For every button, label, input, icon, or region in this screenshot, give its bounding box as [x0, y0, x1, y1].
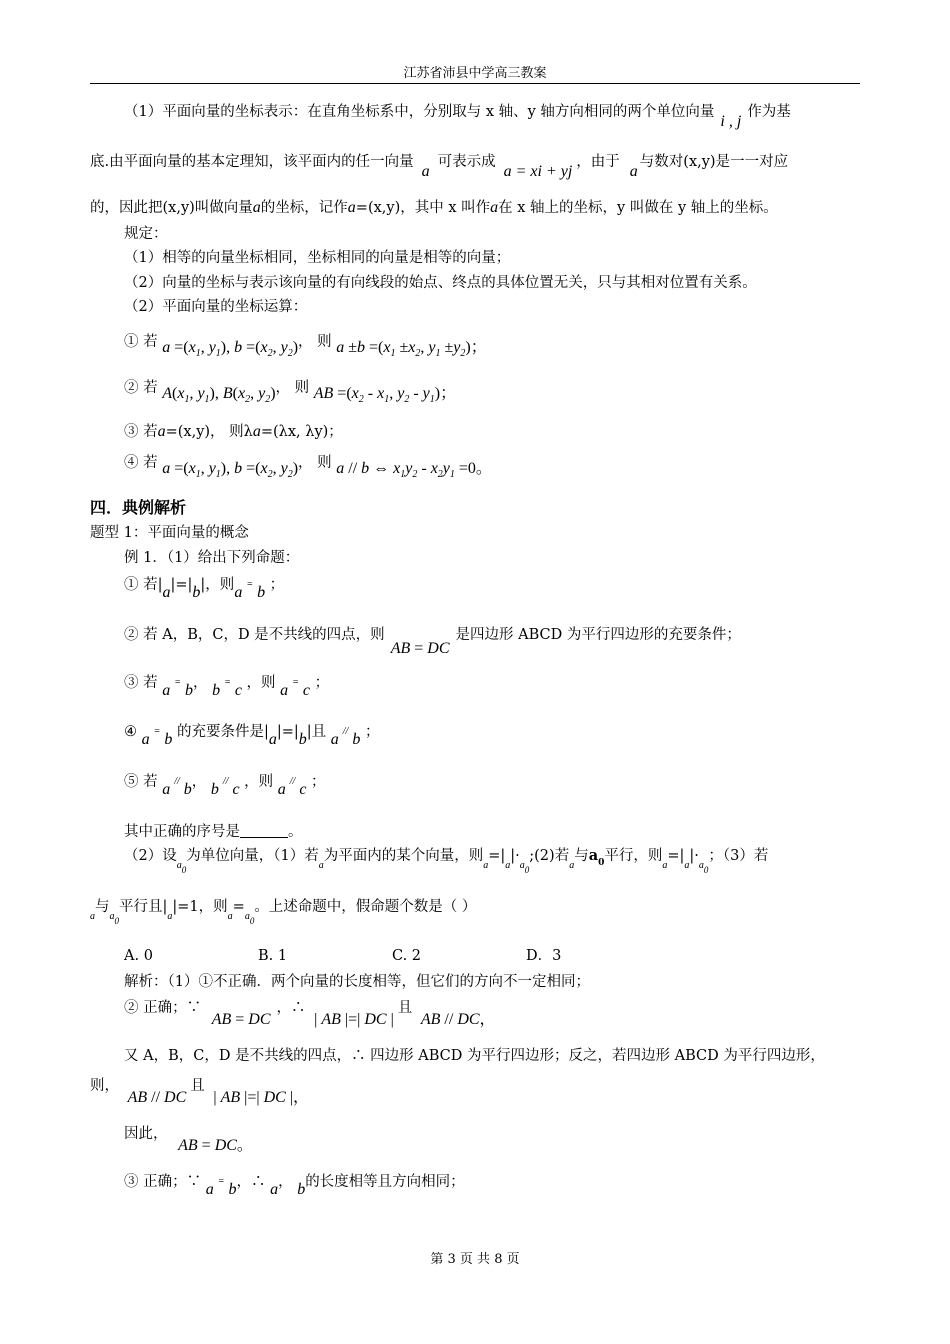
- text: =(x,y)， 则λ: [165, 424, 253, 440]
- formula-vector-a: a: [629, 163, 638, 180]
- text: |且: [306, 724, 327, 740]
- formula-AB-eq-DC: AB = DC。: [178, 1137, 253, 1154]
- text: ，∴: [276, 1000, 306, 1016]
- text: 的长度相等且方向相同；: [305, 1174, 465, 1190]
- text: 与: [574, 848, 589, 864]
- text: 且: [397, 1000, 413, 1016]
- formula-a0: a0: [176, 860, 187, 875]
- formula-a-plusminus-b: $a \pm b =(x_1 \pm x_2$, $y_1 \pm y_2$)；: [336, 339, 487, 359]
- statement-1: ① 若|a|=|b|，则a = b ；: [124, 577, 285, 601]
- choice-d: D．3: [526, 948, 562, 964]
- formula-parallel-condition: a // b ⇔ $x_1y_2 - x_2y_1 =0$。: [336, 460, 492, 480]
- formula-a-abs-a0: a: [483, 860, 489, 871]
- formula-a: a: [90, 911, 95, 922]
- solution-line-1: 解析：（1）①不正确．两个向量的长度相等，但它们的方向不一定相同；: [124, 974, 590, 990]
- text: 为单位向量，（1）若: [186, 848, 319, 864]
- choice-c: C. 2: [392, 948, 422, 964]
- text: ；（3）若: [708, 848, 769, 864]
- question-2-line-1: （2）设$_{a0}$为单位向量，（1）若$_a$为平面内的某个向量，则$_a=|_a|\cdot_{a0};(2)$若$_a$与$a_0$平行，则$_a=|_a|\cdot_{a0}$；（3）若: [124, 847, 769, 875]
- operation-scalar: [124, 422, 343, 442]
- text: 与: [95, 899, 110, 915]
- formula-vector-a: a: [252, 199, 261, 216]
- formula-a-xi-yj: a = xi + yj: [503, 163, 573, 180]
- formula-AB-parallel-DC: AB // DC: [127, 1089, 187, 1106]
- formula-a-parallel-c: a // c: [277, 776, 307, 798]
- text: 平行，则: [604, 848, 663, 864]
- statement-4: ④ a = b 的充要条件是|a|=|b|且 a // b ；: [124, 724, 380, 748]
- text: ，∴: [236, 1174, 266, 1190]
- text: ② 若 A，B，C，D 是不共线的四点，则: [124, 627, 385, 643]
- formula-ab-coordinates: $a =(x_1$, $y_1$), $b =(x_2$, $y_2$): [162, 460, 299, 480]
- formula-a: a: [270, 1181, 279, 1198]
- text: ，则: [246, 675, 276, 691]
- formula-a: a: [684, 860, 690, 871]
- operations-title: （2）平面向量的坐标运算：: [124, 299, 308, 315]
- formula-a-parallel-b: a // b: [162, 776, 192, 798]
- formula-vector-a: a: [490, 199, 499, 216]
- paragraph-line-2: [90, 152, 789, 180]
- text: ④ 若: [124, 455, 158, 471]
- paragraph-line-3: [90, 198, 778, 218]
- text: 是四边形 ABCD 为平行四边形的充要条件；: [455, 627, 741, 643]
- text: ④: [124, 724, 137, 740]
- rules-title: 规定：: [124, 226, 168, 242]
- text: ② 若: [124, 380, 158, 396]
- text: 的充要条件是|: [176, 724, 269, 740]
- solution-line-2: [124, 998, 496, 1028]
- text: |，则: [200, 577, 235, 593]
- formula-AB-parallel-DC: AB // DC，: [420, 1011, 496, 1028]
- text: （2）设: [124, 848, 177, 864]
- formula-b-eq-c: b = c: [212, 677, 242, 699]
- formula-unit-vectors: i , j: [720, 113, 742, 130]
- text: 。上述命题中，假命题个数是（ ）: [254, 899, 477, 915]
- text: 的坐标，记作: [260, 200, 348, 216]
- formula-a0: a0: [698, 860, 709, 875]
- formula-a0: a0: [519, 860, 530, 875]
- rule-2: （2）向量的坐标与表示该向量的有向线段的始点、终点的具体位置无关，只与其相对位置有关系。: [124, 275, 757, 291]
- solution-line-4: [90, 1076, 310, 1106]
- text: ② 正确；∵: [124, 1000, 202, 1016]
- formula-a: a: [227, 911, 233, 922]
- formula-vector-a: a: [252, 423, 261, 440]
- solution-line-3: 又 A，B，C，D 是不共线的四点，∴ 四边形 ABCD 为平行四边形；反之，若四边形 ABCD 为平行四边形，: [124, 1048, 825, 1064]
- paragraph-coordinate-representation: [124, 102, 791, 130]
- statement-5: ⑤ 若 a // b， b // c ，则 a // c ；: [124, 774, 326, 798]
- text: ，由于: [576, 154, 620, 170]
- text: 在 x 轴上的坐标，y 叫做在 y 轴上的坐标。: [498, 200, 778, 216]
- text: 。: [288, 824, 303, 840]
- type-title: 题型 1：平面向量的概念: [90, 525, 249, 541]
- answer-blank: [240, 823, 288, 838]
- statement-3: ③ 若 a = b， b = c ，则 a = c ；: [124, 675, 330, 699]
- text: 可表示成: [437, 154, 496, 170]
- text: ;(2)若: [529, 848, 570, 864]
- example-title: 例 1．（1）给出下列命题：: [124, 550, 300, 566]
- formula-a: a: [162, 584, 171, 601]
- text: ， 则: [275, 380, 310, 396]
- text: 其中正确的序号是: [124, 824, 240, 840]
- page-header: 江苏省沛县中学高三教案: [403, 66, 547, 81]
- formula-a: a: [167, 911, 173, 922]
- formula-abs-AB-eq-abs-DC: | AB |=| DC |: [314, 1011, 394, 1028]
- rule-1: （1）相等的向量坐标相同，坐标相同的向量是相等的向量；: [124, 250, 511, 266]
- page-footer: 第 3 页 共 8 页: [430, 1252, 520, 1267]
- text: 的，因此把(x,y)叫做向量: [90, 200, 253, 216]
- choice-b: B. 1: [258, 948, 288, 964]
- operation-parallel: [124, 453, 492, 479]
- formula-a0: a0: [244, 911, 255, 926]
- formula-AB-eq-DC: AB = DC: [211, 1011, 271, 1028]
- statement-2: [124, 625, 741, 657]
- formula-a: a: [662, 860, 668, 871]
- formula-b-parallel-c: b // c: [210, 776, 240, 798]
- text: 因此，: [124, 1126, 168, 1142]
- header-divider: [90, 83, 860, 84]
- formula-a-parallel-b: a // b: [330, 726, 361, 748]
- text: 底.由平面向量的基本定理知，该平面内的任一向量: [90, 154, 414, 170]
- text: =(x,y)，其中 x 叫作: [355, 200, 491, 216]
- text: 为平面内的某个向量，则: [323, 848, 484, 864]
- formula-a: a: [569, 860, 575, 871]
- text: ⑤ 若: [124, 774, 158, 790]
- formula-a-eq-b: a = b: [141, 726, 173, 748]
- operation-add-sub: [124, 332, 487, 358]
- formula-a-eq-b: a = b: [162, 677, 193, 699]
- operation-AB: [124, 378, 456, 404]
- formula-b: b: [298, 731, 307, 748]
- text: 则，: [90, 1078, 119, 1094]
- text: ③ 若: [124, 424, 158, 440]
- solution-line-5: [124, 1124, 253, 1154]
- text: ， 则: [298, 334, 332, 350]
- text: （1）平面向量的坐标表示：在直角坐标系中，分别取与 x 轴、y 轴方向相同的两个单位向量: [124, 104, 715, 120]
- formula-vector-AB: AB $=(x_2 - x_1$, $y_2 - y_1$)；: [313, 385, 457, 405]
- text: ① 若|: [124, 577, 163, 593]
- formula-a: a: [318, 860, 324, 871]
- formula-a: a: [268, 731, 277, 748]
- formula-a-eq-c: a = c: [280, 677, 311, 699]
- formula-points-AB: $A(x_1$, $y_1$), $B(x_2$, $y_2$): [162, 385, 276, 405]
- text: ， 则: [298, 455, 332, 471]
- formula-b: b: [297, 1181, 306, 1198]
- solution-line-6: ③ 正确；∵ a = b，∴ a， b的长度相等且方向相同；: [124, 1174, 465, 1198]
- text: 平行且|: [119, 899, 168, 915]
- formula-vector-a: a: [347, 199, 356, 216]
- text: 作为基: [747, 104, 791, 120]
- text: |=1，则: [172, 899, 228, 915]
- section-title: 四．典例解析: [90, 498, 187, 517]
- formula-ab-coordinates: $a =(x_1$, $y_1$), $b =(x_2$, $y_2$): [162, 339, 299, 359]
- formula-a-eq-b: a = b: [234, 579, 266, 601]
- formula-abs-AB-eq-abs-DC: | AB |=| DC |，: [213, 1089, 310, 1106]
- answer-line: [124, 822, 303, 842]
- formula-AB-eq-DC: AB = DC: [390, 640, 450, 657]
- text: ③ 若: [124, 675, 158, 691]
- formula-vector-a: a: [157, 423, 166, 440]
- formula-a: a: [505, 860, 511, 871]
- choice-a: A. 0: [124, 948, 153, 964]
- text: ① 若: [124, 334, 158, 350]
- formula-b: b: [192, 584, 201, 601]
- text: 与数对(x,y)是一一对应: [639, 154, 789, 170]
- text: =(λx, λy)；: [260, 424, 343, 440]
- formula-vector-a: a: [421, 163, 430, 180]
- question-2-line-2: $_a$与$_{a0}$平行且$|_a|=1$，则$_a=_{a0}$。上述命题中，假命题个数是（ ）: [90, 899, 477, 926]
- formula-a0: a0: [109, 911, 119, 926]
- text: |=|: [170, 577, 193, 593]
- text: ，则: [244, 774, 274, 790]
- text: 且: [190, 1078, 205, 1094]
- text: ③ 正确；∵: [124, 1174, 202, 1190]
- formula-a-eq-b: a = b: [205, 1176, 237, 1198]
